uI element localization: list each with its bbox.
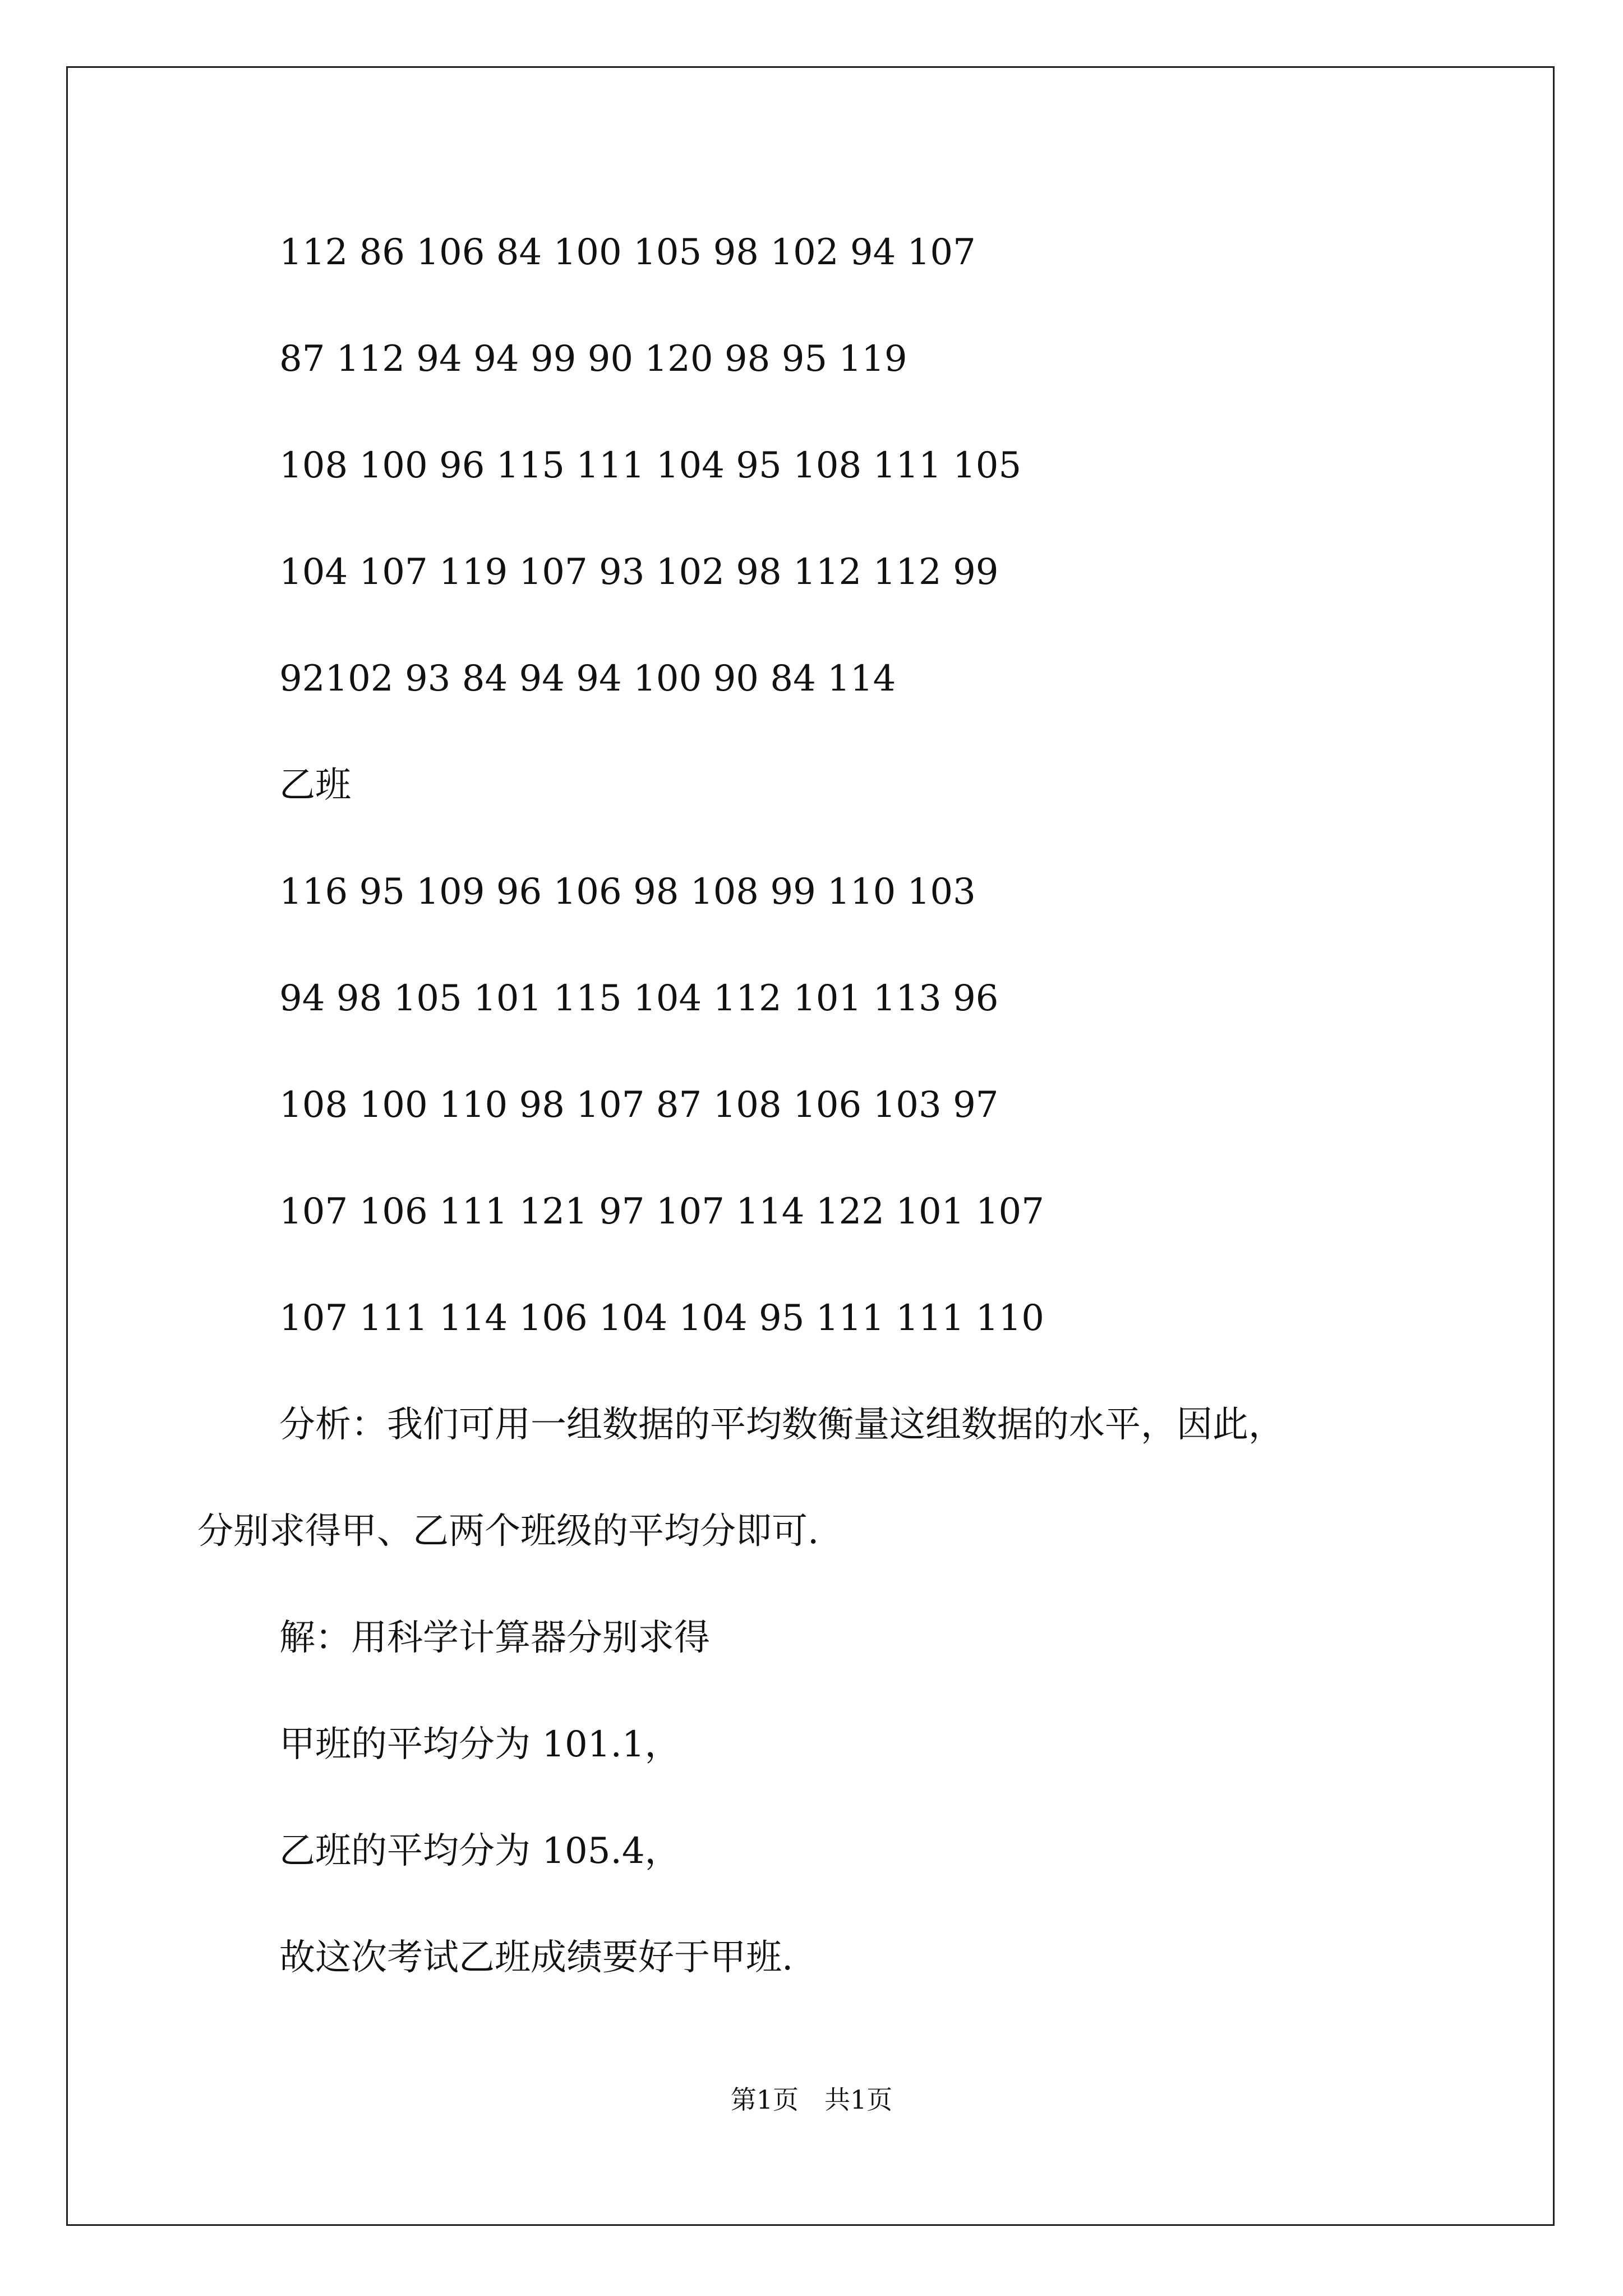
class-a-mean: 甲班的平均分为 101.1， [279, 1724, 681, 1765]
class-b-row-1: 116 95 109 96 106 98 108 99 110 103 [279, 871, 976, 913]
class-b-row-3: 108 100 110 98 107 87 108 106 103 97 [279, 1084, 999, 1126]
class-b-mean: 乙班的平均分为 105.4， [279, 1830, 681, 1872]
class-a-row-2: 87 112 94 94 99 90 120 98 95 119 [279, 338, 907, 380]
analysis-line-2: 分别求得甲、乙两个班级的平均分即可. [197, 1511, 819, 1552]
class-a-row-5: 92102 93 84 94 94 100 90 84 114 [279, 658, 896, 700]
class-b-heading: 乙班 [279, 765, 351, 806]
class-a-row-1: 112 86 106 84 100 105 98 102 94 107 [279, 232, 976, 273]
class-b-row-4: 107 106 111 121 97 107 114 122 101 107 [279, 1191, 1044, 1232]
class-a-row-4: 104 107 119 107 93 102 98 112 112 99 [279, 551, 999, 593]
solution-intro: 解：用科学计算器分别求得 [279, 1617, 710, 1659]
page-footer: 第1页 共1页 [730, 2085, 893, 2115]
page-border [66, 66, 1555, 2226]
conclusion: 故这次考试乙班成绩要好于甲班. [279, 1937, 794, 1978]
class-b-row-5: 107 111 114 106 104 104 95 111 111 110 [279, 1297, 1044, 1339]
analysis-line-1: 分析：我们可用一组数据的平均数衡量这组数据的水平，因此， [279, 1404, 1284, 1446]
class-b-row-2: 94 98 105 101 115 104 112 101 113 96 [279, 978, 999, 1019]
class-a-row-3: 108 100 96 115 111 104 95 108 111 105 [279, 445, 1022, 486]
